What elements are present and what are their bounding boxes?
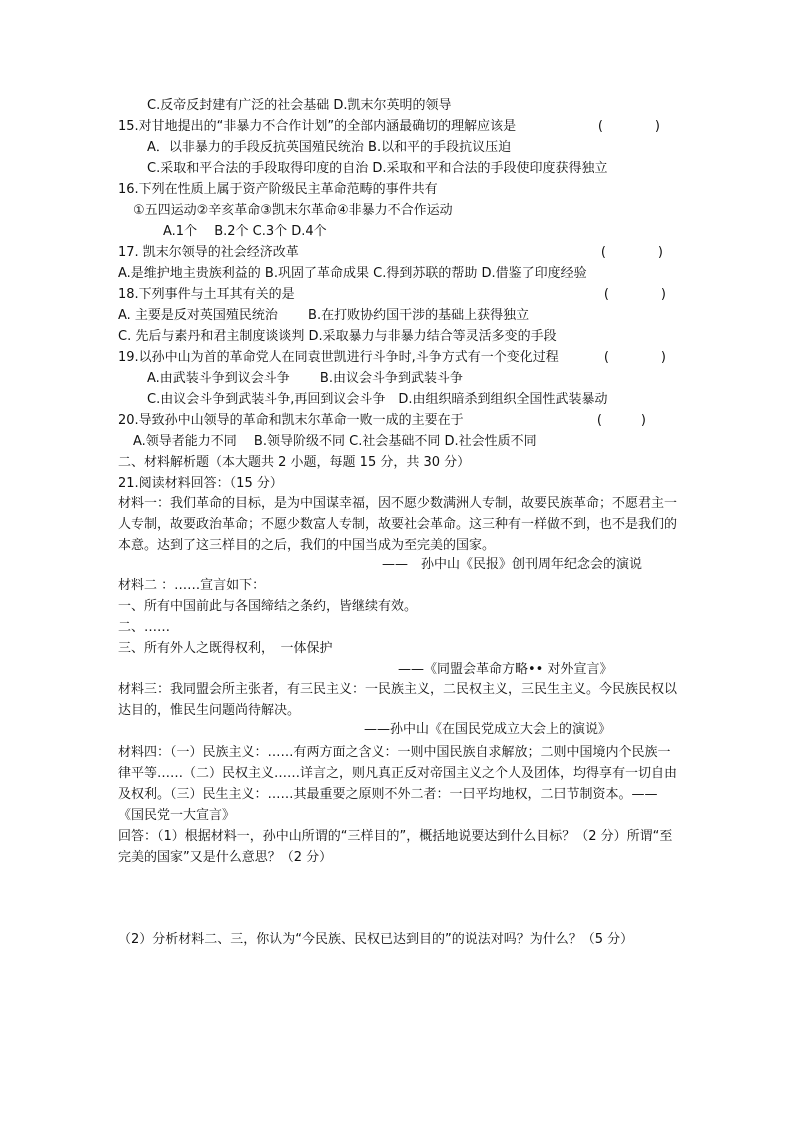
q19-option-ab: A.由武装斗争到议会斗争 B.由议会斗争到武装斗争 bbox=[147, 371, 463, 386]
material-3-source: ——孙中山《在国民党成立大会上的演说》 bbox=[364, 722, 612, 737]
material-3-text: 材料三：我同盟会所主张者，有三民主义：一民族主义，二民权主义，三民生主义。今民族民权以达目的，惟民生问题尚待解决。 bbox=[118, 682, 678, 718]
q16-stem: 16.下列在性质上属于资产阶级民主革命范畴的事件共有 bbox=[118, 182, 438, 197]
q19-stem bbox=[118, 349, 666, 367]
material-2-intro: 材料二 ：……宣言如下： bbox=[118, 578, 266, 593]
material-2-item-3: 三、所有外人之既得权利， 一体保护 bbox=[118, 641, 333, 656]
q17-options: A.是维护地主贵族利益的 B.巩固了革命成果 C.得到苏联的帮助 D.借鉴了印度经验 bbox=[118, 266, 587, 281]
q16-items: ①五四运动②辛亥革命③凯末尔革命④非暴力不合作运动 bbox=[133, 203, 453, 218]
q20-stem-text: 20.导致孙中山领导的革命和凯末尔革命一败一成的主要在于 bbox=[118, 413, 464, 428]
q18-option-cd: C. 先后与素丹和君主制度谈谈判 D.采取暴力与非暴力结合等灵活多变的手段 bbox=[118, 329, 557, 344]
material-2-item-1: 一、所有中国前此与各国缔结之条约，皆继续有效。 bbox=[118, 599, 418, 614]
section-2-header: 二、材料解析题（本大题共 2 小题，每题 15 分，共 30 分） bbox=[118, 455, 471, 470]
material-4-text: 材料四：（一）民族主义：……有两方面之含义：一则中国民族自求解放；二则中国境内个民族一律平等……（二）民权主义……详言之，则凡真正反对帝国主义之个人及团体，均得享有一切自由及权利。（三）民生主义：……其最重要之原则不外二者：一曰平均地权，二曰节制资本。——《国民党一大宣言》 bbox=[118, 745, 678, 823]
q15-stem bbox=[118, 118, 660, 136]
q18-answer-paren: ( ) bbox=[603, 287, 666, 302]
q19-answer-paren: ( ) bbox=[603, 350, 666, 365]
q14-option-cd: C.反帝反封建有广泛的社会基础 D.凯末尔英明的领导 bbox=[147, 98, 452, 113]
q15-option-a: A．以非暴力的手段反抗英国殖民统治 B.以和平的手段抗议压迫 bbox=[147, 140, 512, 155]
material-2-item-2: 二、…… bbox=[118, 620, 171, 635]
q19-option-cd: C.由议会斗争到武装斗争,再回到议会斗争 D.由组织暗杀到组织全国性武装暴动 bbox=[147, 392, 608, 407]
q18-stem bbox=[118, 286, 666, 304]
q21-stem: 21.阅读材料回答：（15 分） bbox=[118, 476, 283, 491]
material-1-source: —— 孙中山《民报》创刊周年纪念会的演说 bbox=[382, 557, 643, 572]
q15-stem-text: 15.对甘地提出的“非暴力不合作计划”的全部内涵最确切的理解应该是 bbox=[118, 119, 517, 134]
material-2-source: ——《同盟会革命方略•• 对外宣言》 bbox=[398, 662, 613, 677]
q17-stem-text: 17. 凯末尔领导的社会经济改革 bbox=[118, 245, 299, 260]
q19-stem-text: 19.以孙中山为首的革命党人在同袁世凯进行斗争时,斗争方式有一个变化过程 bbox=[118, 350, 559, 365]
q17-stem bbox=[118, 244, 663, 262]
q20-options: A.领导者能力不同 B.领导阶级不同 C.社会基础不同 D.社会性质不同 bbox=[133, 434, 537, 449]
q15-answer-paren: ( ) bbox=[597, 119, 660, 134]
q21-part-1: 回答：（1）根据材料一，孙中山所谓的“三样目的”，概括地说要达到什么目标？（2 分）所谓“至完美的国家”又是什么意思？（2 分） bbox=[118, 829, 673, 865]
q20-stem bbox=[118, 412, 646, 430]
q16-options: A.1个 B.2个 C.3个 D.4个 bbox=[163, 224, 327, 239]
q18-stem-text: 18.下列事件与土耳其有关的是 bbox=[118, 287, 295, 302]
material-1-text: 材料一：我们革命的目标，是为中国谋幸福，因不愿少数满洲人专制，故要民族革命；不愿君主一人专制，故要政治革命；不愿少数富人专制，故要社会革命。这三种有一样做不到，也不是我们的本意。达到了这三样目的之后，我们的中国当成为至完美的国家。 bbox=[118, 496, 678, 553]
q17-answer-paren: ( ) bbox=[600, 245, 663, 260]
q21-part-2: （2）分析材料二、三，你认为“今民族、民权已达到目的”的说法对吗？为什么？（5 分） bbox=[118, 932, 634, 947]
q18-option-ab: A. 主要是反对英国殖民统治 B.在打败协约国干涉的基础上获得独立 bbox=[118, 308, 530, 323]
q15-option-cd: C.采取和平合法的手段取得印度的自治 D.采取和平和合法的手段使印度获得独立 bbox=[147, 161, 608, 176]
q20-answer-paren: ( ) bbox=[596, 413, 646, 428]
